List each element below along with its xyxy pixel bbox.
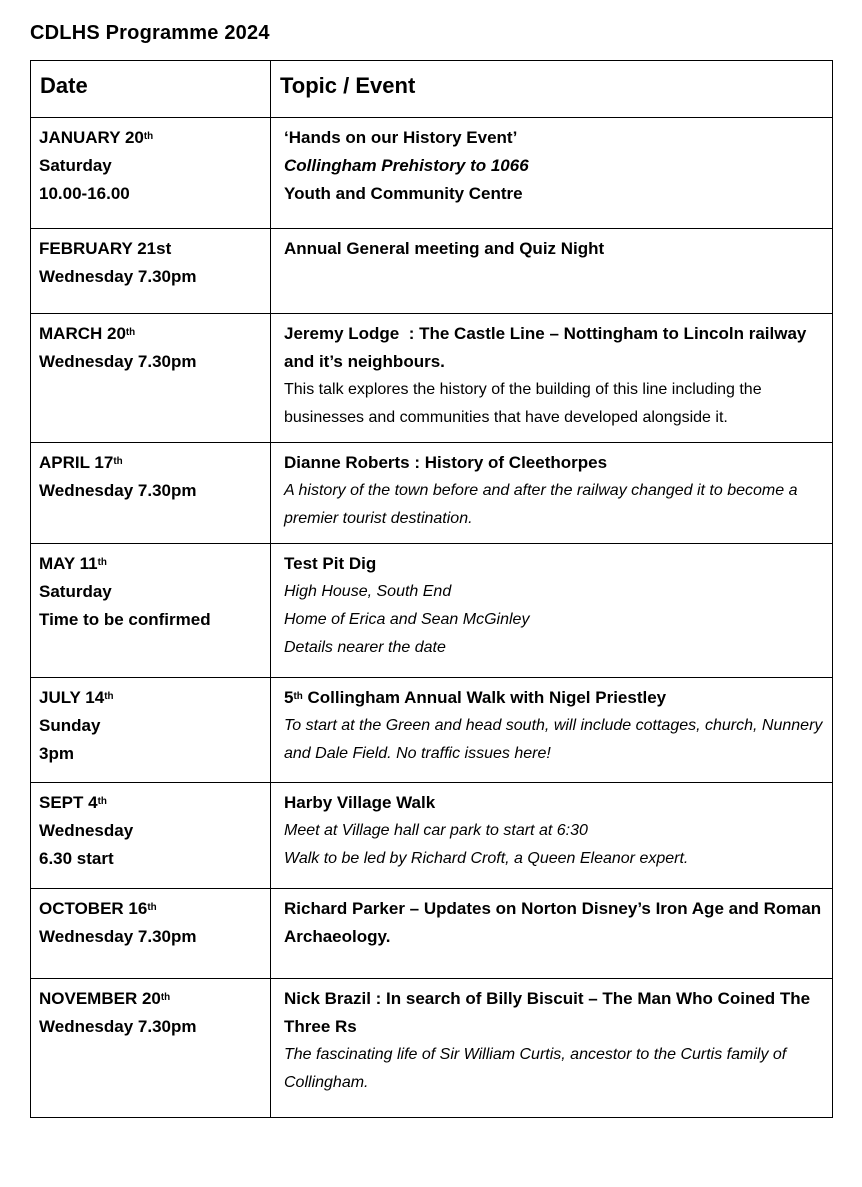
- topic-line: High House, South End: [284, 583, 452, 600]
- topic-line: ‘Hands on our History Event’: [284, 128, 518, 147]
- date-line: JANUARY 20th: [39, 128, 154, 147]
- date-line: Wednesday 7.30pm: [39, 927, 197, 946]
- topic-cell: [271, 118, 833, 229]
- topic-cell: [271, 443, 833, 544]
- date-cell: [31, 678, 271, 783]
- date-cell: [31, 229, 271, 314]
- table-row: [31, 783, 833, 889]
- date-line: JULY 14th: [39, 688, 114, 707]
- date-line: MARCH 20th: [39, 324, 136, 343]
- topic-line: Dianne Roberts : History of Cleethorpes: [284, 453, 608, 472]
- date-cell: [31, 544, 271, 678]
- date-cell: [31, 783, 271, 889]
- date-line: APRIL 17th: [39, 453, 123, 472]
- ordinal-superscript: th: [97, 795, 107, 807]
- topic-line: A history of the town before and after the railway changed it to become a premier tourist destination.: [284, 482, 802, 527]
- ordinal-superscript: th: [97, 556, 107, 568]
- ordinal-superscript: th: [293, 690, 303, 702]
- table-row: [31, 544, 833, 678]
- topic-line: Youth and Community Centre: [284, 184, 523, 203]
- table-body: [31, 118, 833, 1118]
- topic-line: Test Pit Dig: [284, 554, 377, 573]
- table-row: [31, 314, 833, 443]
- topic-line: The fascinating life of Sir William Curtis, ancestor to the Curtis family of Collingham.: [284, 1046, 791, 1091]
- date-line: Wednesday 7.30pm: [39, 267, 197, 286]
- topic-line: Nick Brazil : In search of Billy Biscuit – The Man Who Coined The Three Rs: [284, 989, 815, 1036]
- ordinal-superscript: th: [125, 326, 136, 338]
- ordinal-superscript: th: [104, 690, 114, 702]
- topic-line: Collingham Prehistory to 1066: [284, 156, 529, 175]
- topic-line: Home of Erica and Sean McGinley: [284, 611, 530, 628]
- topic-line: Annual General meeting and Quiz Night: [284, 239, 605, 258]
- table-row: [31, 443, 833, 544]
- table-row: [31, 678, 833, 783]
- table-row: [31, 229, 833, 314]
- table-row: [31, 889, 833, 979]
- date-line: Time to be confirmed: [39, 610, 211, 629]
- topic-line: Details nearer the date: [284, 639, 446, 656]
- topic-line: 5th Collingham Annual Walk with Nigel Priestley: [284, 688, 667, 707]
- date-cell: [31, 979, 271, 1118]
- ordinal-superscript: th: [160, 991, 171, 1003]
- header-date: Date: [31, 61, 271, 118]
- date-line: Wednesday: [39, 821, 134, 840]
- date-cell: [31, 889, 271, 979]
- ordinal-superscript: th: [143, 130, 154, 142]
- date-cell: [31, 314, 271, 443]
- topic-line: This talk explores the history of the building of this line including the businesses and communities that have developed alongside it.: [284, 381, 767, 426]
- topic-line: Walk to be led by Richard Croft, a Queen Eleanor expert.: [284, 850, 689, 867]
- date-line: SEPT 4th: [39, 793, 107, 812]
- ordinal-superscript: th: [147, 901, 157, 913]
- date-line: Saturday: [39, 582, 112, 601]
- header-topic: Topic / Event: [271, 61, 833, 118]
- date-line: Wednesday 7.30pm: [39, 1017, 197, 1036]
- date-line: Wednesday 7.30pm: [39, 352, 197, 371]
- date-line: Wednesday 7.30pm: [39, 481, 197, 500]
- topic-cell: [271, 314, 833, 443]
- date-line: Saturday: [39, 156, 112, 175]
- topic-cell: [271, 229, 833, 314]
- topic-line: Richard Parker – Updates on Norton Disney’s Iron Age and Roman Archaeology.: [284, 899, 826, 946]
- date-line: Sunday: [39, 716, 101, 735]
- date-line: 3pm: [39, 744, 74, 763]
- topic-cell: [271, 783, 833, 889]
- programme-table: [30, 60, 833, 1118]
- topic-cell: [271, 678, 833, 783]
- date-line: 6.30 start: [39, 849, 114, 868]
- date-cell: [31, 443, 271, 544]
- topic-line: To start at the Green and head south, will include cottages, church, Nunnery and Dale Field. No traffic issues here!: [284, 717, 827, 762]
- date-line: MAY 11th: [39, 554, 107, 573]
- table-row: [31, 979, 833, 1118]
- document-page: [0, 22, 862, 1118]
- header-row: [31, 61, 833, 118]
- date-line: NOVEMBER 20th: [39, 989, 171, 1008]
- date-line: 10.00-16.00: [39, 184, 130, 203]
- topic-cell: [271, 889, 833, 979]
- topic-line: Jeremy Lodge : The Castle Line – Nottingham to Lincoln railway and it’s neighbours.: [284, 324, 812, 371]
- date-cell: [31, 118, 271, 229]
- date-line: OCTOBER 16th: [39, 899, 157, 918]
- topic-cell: [271, 544, 833, 678]
- page-title: CDLHS Programme 2024: [30, 22, 270, 44]
- ordinal-superscript: th: [113, 455, 123, 467]
- topic-cell: [271, 979, 833, 1118]
- date-line: FEBRUARY 21st: [39, 239, 172, 258]
- table-row: [31, 118, 833, 229]
- topic-line: Meet at Village hall car park to start at 6:30: [284, 822, 588, 839]
- topic-line: Harby Village Walk: [284, 793, 436, 812]
